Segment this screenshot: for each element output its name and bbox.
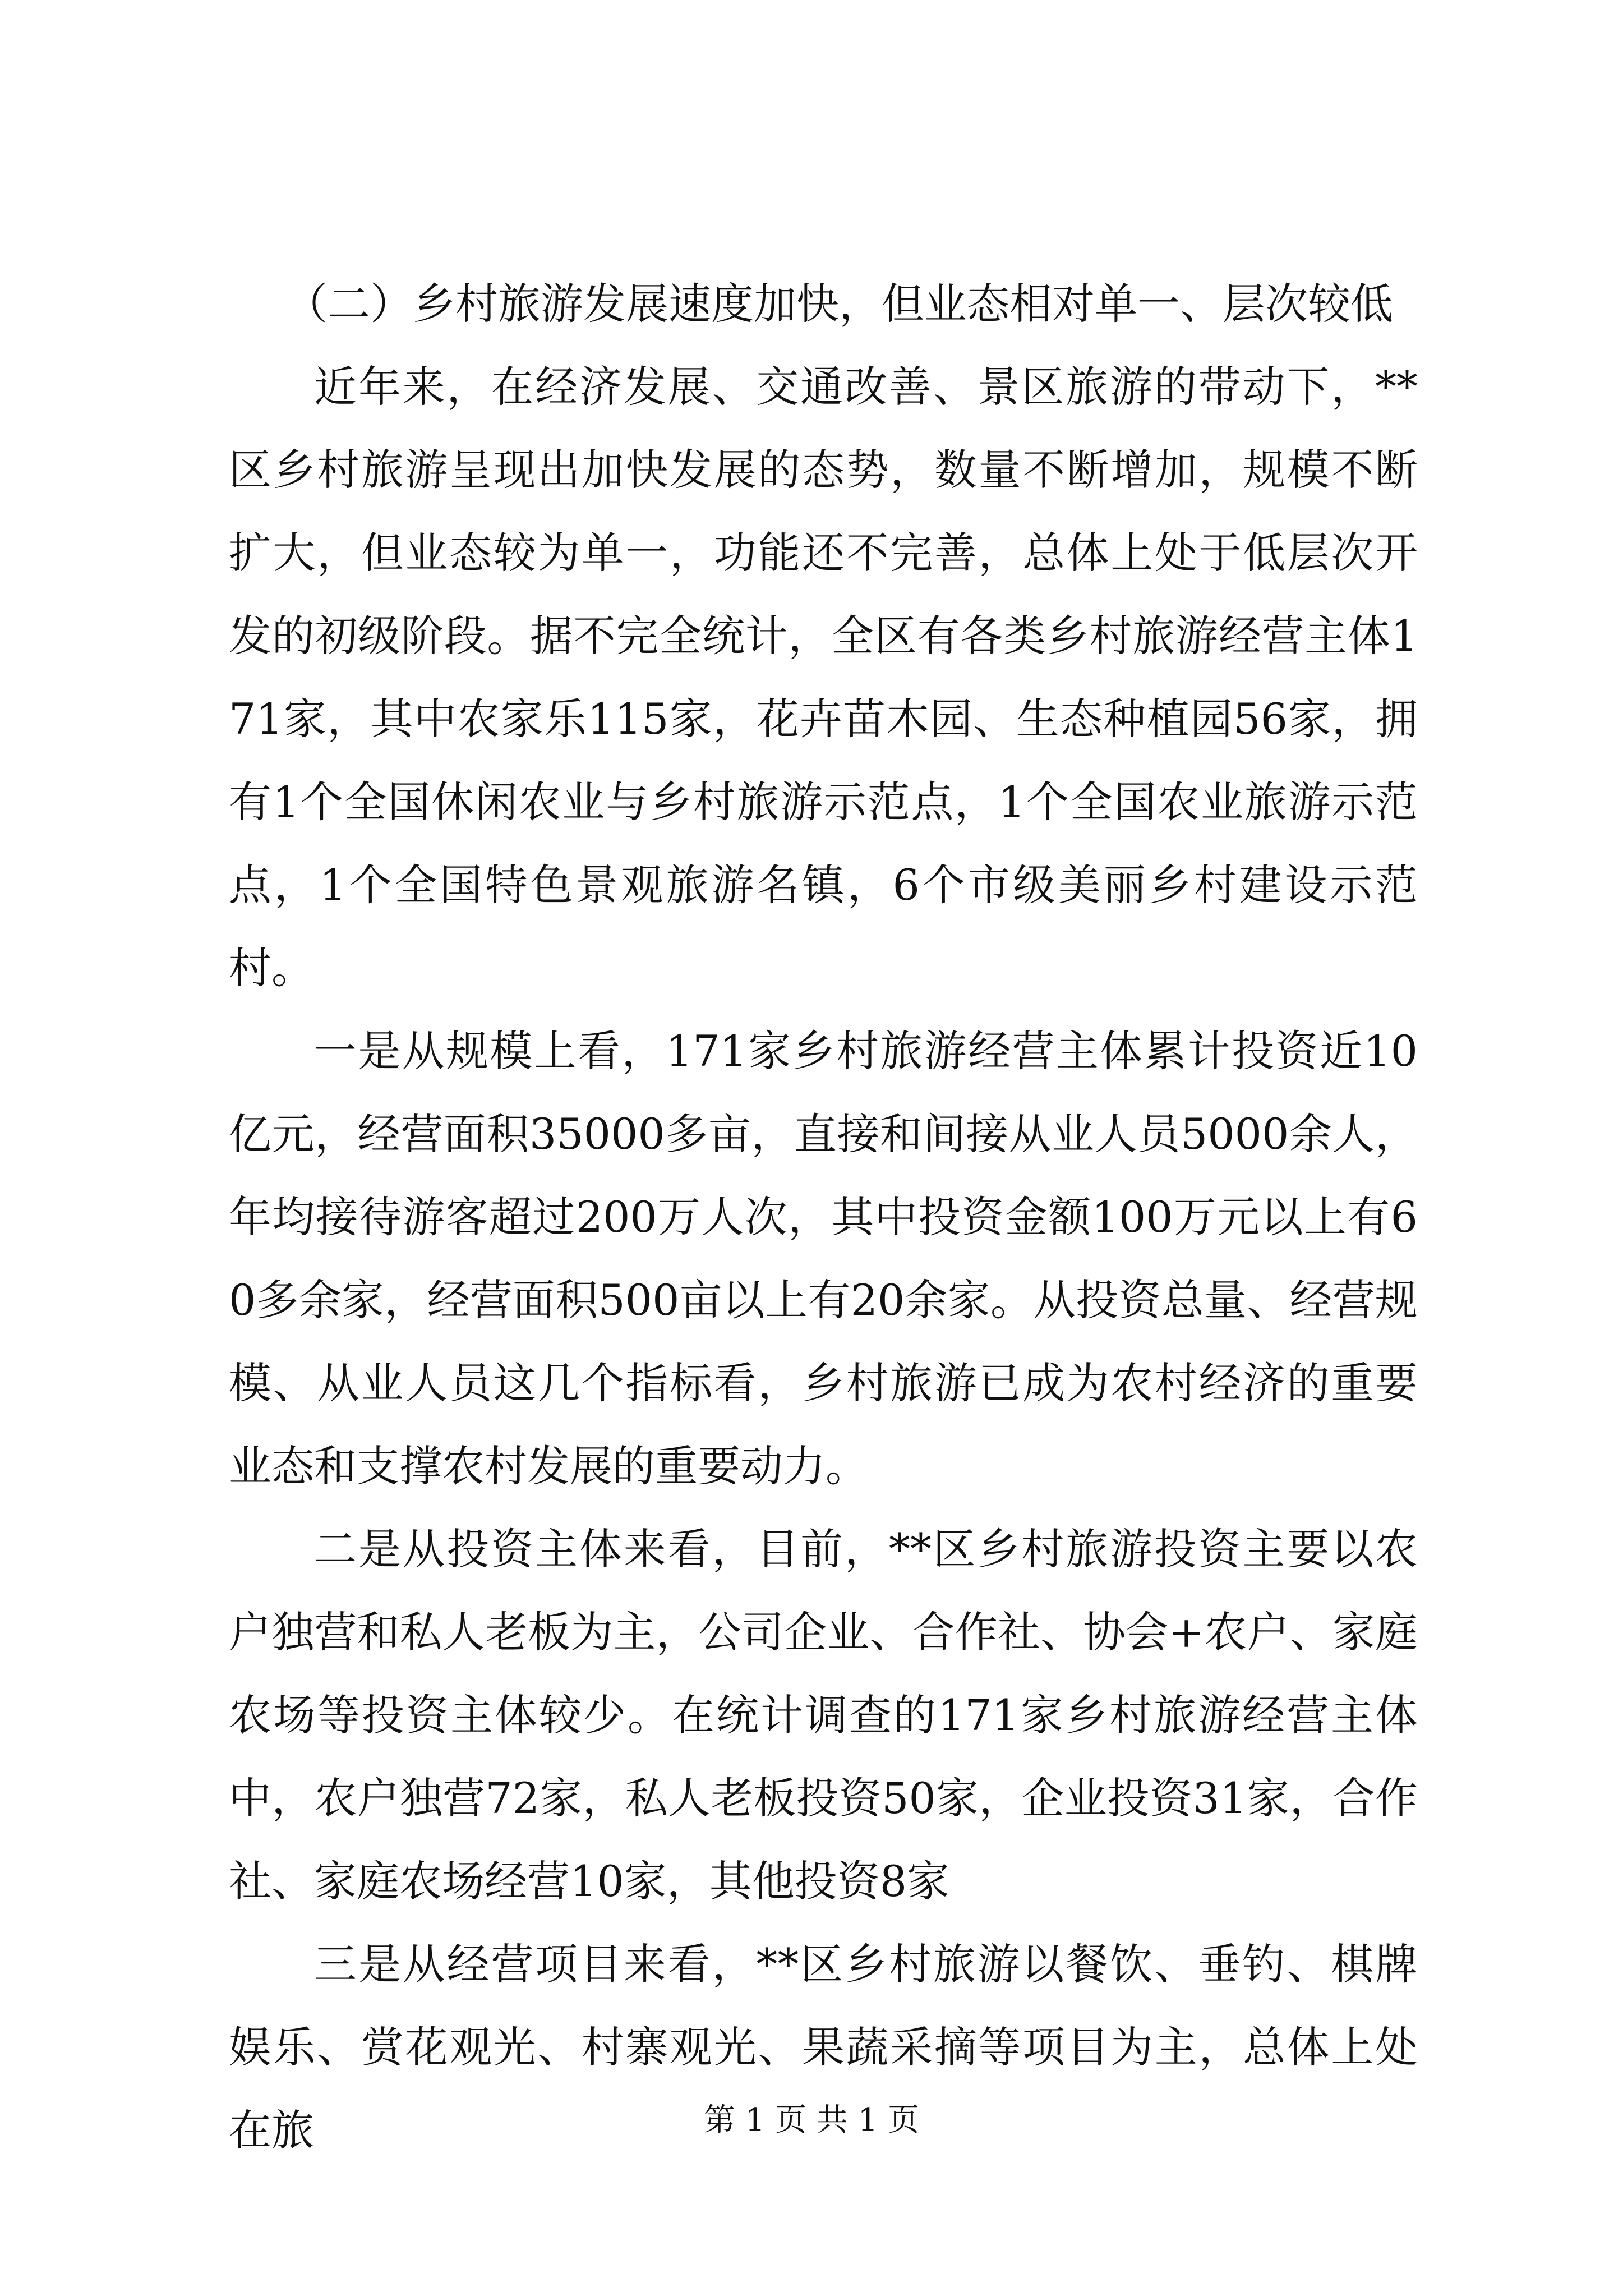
paragraph-projects: 三是从经营项目来看，**区乡村旅游以餐饮、垂钓、棋牌娱乐、赏花观光、村寨观光、果蔬采摘等项目为主，总体上处在旅 [229,1939,1418,2155]
paragraph-scale: 一是从规模上看，171家乡村旅游经营主体累计投资近10亿元，经营面积35000多亩，直接和间接从业人员5000余人，年均接待游客超过200万人次，其中投资金额100万元以上有60多余家，经营面积500亩以上有20余家。从投资总量、经营规模、从业人员这几个指标看，乡村旅游已成为农村经济的重要业态和支撑农村发展的重要动力。 [229,1026,1418,1491]
paragraph-overview: 近年来，在经济发展、交通改善、景区旅游的带动下，**区乡村旅游呈现出加快发展的态势，数量不断增加，规模不断扩大，但业态较为单一，功能还不完善，总体上处于低层次开发的初级阶段。据不完全统计，全区有各类乡村旅游经营主体171家，其中农家乐115家，花卉苗木园、生态种植园56家，拥有1个全国休闲农业与乡村旅游示范点，1个全国农业旅游示范点，1个全国特色景观旅游名镇，6个市级美丽乡村建设示范村。 [229,362,1418,993]
section-heading: （二）乡村旅游发展速度加快，但业态相对单一、层次较低 [285,279,1393,329]
page-number-footer: 第 1 页 共 1 页 [703,2102,920,2138]
document-body [229,263,1418,2172]
paragraph-investors: 二是从投资主体来看，目前，**区乡村旅游投资主要以农户独营和私人老板为主，公司企业、合作社、协会+农户、家庭农场等投资主体较少。在统计调查的171家乡村旅游经营主体中，农户独营72家，私人老板投资50家，企业投资31家，合作社、家庭农场经营10家，其他投资8家 [229,1524,1418,1906]
